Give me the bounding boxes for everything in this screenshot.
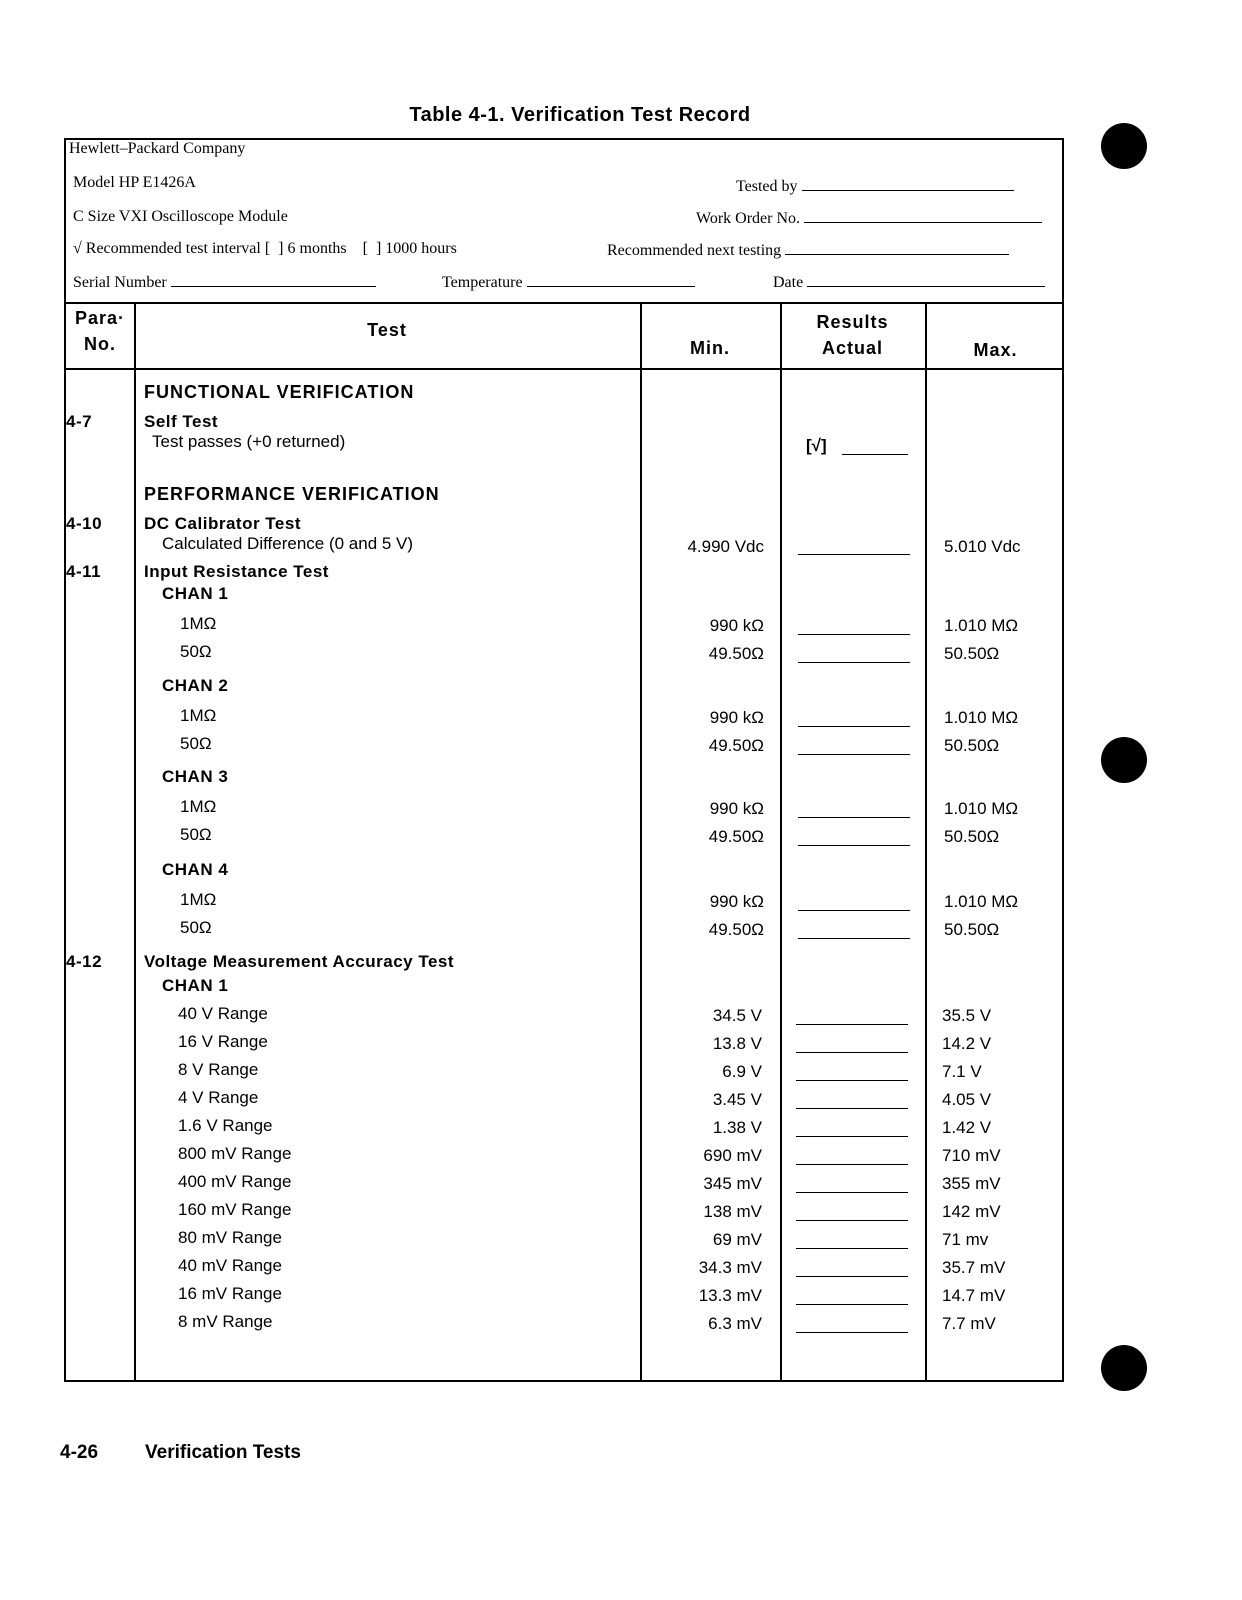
min-value: 13.8 V [712, 1034, 762, 1053]
actual-result-blank[interactable] [796, 1136, 908, 1137]
actual-result-blank[interactable] [796, 1080, 908, 1081]
serial-number-blank[interactable] [171, 272, 376, 287]
range-name: 1MΩ [180, 706, 217, 725]
range-name: 4 V Range [178, 1088, 259, 1107]
tested-by-blank[interactable] [802, 176, 1014, 191]
range-name: 40 mV Range [178, 1256, 282, 1275]
serial-number-field[interactable] [73, 272, 376, 292]
actual-result-blank[interactable] [796, 1024, 908, 1025]
range-name: 800 mV Range [178, 1144, 292, 1163]
range-name: 50Ω [180, 825, 212, 844]
actual-result-blank[interactable] [796, 1192, 908, 1193]
actual-result-blank[interactable] [798, 938, 910, 939]
range-name: 8 V Range [178, 1060, 259, 1079]
max-value: 1.010 MΩ [944, 616, 1019, 635]
range-name: 1MΩ [180, 614, 217, 633]
max-value: 142 mV [942, 1202, 1001, 1221]
next-testing-blank[interactable] [785, 240, 1009, 255]
min-value: 990 kΩ [709, 708, 764, 727]
min-value: 990 kΩ [709, 799, 764, 818]
max-value: 710 mV [942, 1146, 1001, 1165]
min-value: 6.3 mV [708, 1314, 762, 1333]
para-number: 4-10 [66, 514, 103, 533]
min-value: 69 mV [712, 1230, 762, 1249]
max-value: 71 mv [942, 1230, 989, 1249]
para-number: 4-7 [66, 412, 93, 431]
max-value: 14.7 mV [942, 1286, 1006, 1305]
column-divider-para [134, 302, 136, 1380]
work-order-blank[interactable] [804, 208, 1042, 223]
work-order-label: Work Order No. [696, 210, 801, 227]
min-value: 6.9 V [722, 1062, 762, 1081]
range-name: 400 mV Range [178, 1172, 292, 1191]
dc-cal-desc: Calculated Difference (0 and 5 V) [162, 534, 414, 553]
min-value: 34.5 V [712, 1006, 762, 1025]
actual-result-blank[interactable] [796, 1304, 908, 1305]
input-res-name: Input Resistance Test [144, 562, 329, 581]
para-number: 4-11 [66, 562, 102, 581]
max-value: 1.42 V [942, 1118, 992, 1137]
col-para-line1: Para· [74, 308, 126, 328]
max-value: 1.010 MΩ [944, 708, 1019, 727]
min-value: 690 mV [703, 1146, 762, 1165]
actual-result-blank[interactable] [798, 845, 910, 846]
next-testing-field[interactable] [607, 240, 1009, 260]
actual-result-blank[interactable] [796, 1220, 908, 1221]
min-value: 13.3 mV [698, 1286, 762, 1305]
min-value: 345 mV [703, 1174, 762, 1193]
col-max: Max. [973, 340, 1018, 360]
col-para-line2: No. [84, 334, 116, 354]
actual-result-blank[interactable] [796, 1248, 908, 1249]
dc-cal-max: 5.010 Vdc [944, 537, 1021, 556]
column-divider-actual [925, 302, 927, 1380]
col-test: Test [367, 320, 407, 340]
binder-hole-dot [1101, 123, 1147, 169]
min-value: 49.50Ω [708, 827, 764, 846]
max-value: 355 mV [942, 1174, 1001, 1193]
section-functional: FUNCTIONAL VERIFICATION [144, 382, 415, 402]
actual-result-blank[interactable] [796, 1108, 908, 1109]
next-testing-label: Recommended next testing [607, 242, 782, 259]
col-results: Results [816, 312, 889, 332]
max-value: 50.50Ω [944, 920, 1000, 939]
min-value: 34.3 mV [698, 1258, 762, 1277]
column-header-divider [66, 368, 1062, 370]
work-order-field[interactable] [696, 208, 1042, 228]
col-min: Min. [690, 338, 730, 358]
min-value: 990 kΩ [709, 892, 764, 911]
dc-cal-min: 4.990 Vdc [687, 537, 764, 556]
company-name: Hewlett–Packard Company [69, 140, 246, 157]
para-number: 4-12 [66, 952, 103, 971]
self-test-name: Self Test [144, 412, 219, 431]
channel-label: CHAN 1 [162, 584, 229, 603]
binder-hole-dot [1101, 737, 1147, 783]
range-name: 16 mV Range [178, 1284, 282, 1303]
range-name: 50Ω [180, 642, 212, 661]
channel-label: CHAN 3 [162, 767, 229, 786]
max-value: 1.010 MΩ [944, 892, 1019, 911]
max-value: 7.7 mV [942, 1314, 996, 1333]
actual-result-blank[interactable] [796, 1164, 908, 1165]
header-divider [66, 302, 1062, 304]
range-name: 1MΩ [180, 890, 217, 909]
max-value: 7.1 V [942, 1062, 982, 1081]
range-name: 1.6 V Range [178, 1116, 273, 1135]
actual-result-blank[interactable] [796, 1276, 908, 1277]
actual-result-blank[interactable] [798, 726, 910, 727]
col-actual: Actual [821, 338, 883, 358]
range-name: 1MΩ [180, 797, 217, 816]
tested-by-field[interactable] [736, 176, 1014, 196]
verification-table [64, 138, 1064, 1382]
max-value: 4.05 V [942, 1090, 992, 1109]
dc-cal-actual-blank[interactable] [798, 554, 910, 555]
self-test-checkbox[interactable]: [√] [806, 436, 827, 455]
max-value: 14.2 V [942, 1034, 992, 1053]
voltage-channel: CHAN 1 [162, 976, 229, 995]
page-number: 4-26 [60, 1442, 99, 1463]
table-title: Table 4-1. Verification Test Record [409, 104, 751, 126]
binder-hole-dot [1101, 1345, 1147, 1391]
actual-result-blank[interactable] [798, 662, 910, 663]
min-value: 990 kΩ [709, 616, 764, 635]
max-value: 50.50Ω [944, 644, 1000, 663]
voltage-test-name: Voltage Measurement Accuracy Test [144, 952, 455, 971]
max-value: 50.50Ω [944, 827, 1000, 846]
actual-result-blank[interactable] [798, 754, 910, 755]
min-value: 49.50Ω [708, 920, 764, 939]
date-field[interactable] [773, 272, 1045, 292]
module-label: C Size VXI Oscilloscope Module [73, 208, 288, 225]
range-name: 8 mV Range [178, 1312, 273, 1331]
min-value: 3.45 V [712, 1090, 762, 1109]
temperature-label: Temperature [442, 274, 523, 291]
range-name: 16 V Range [178, 1032, 268, 1051]
section-performance: PERFORMANCE VERIFICATION [144, 484, 440, 504]
channel-label: CHAN 4 [162, 860, 229, 879]
test-interval: √ Recommended test interval [ ] 6 months [ ] 1000 hours [73, 240, 457, 257]
min-value: 1.38 V [712, 1118, 762, 1137]
min-value: 49.50Ω [708, 736, 764, 755]
column-divider-min [780, 302, 782, 1380]
max-value: 1.010 MΩ [944, 799, 1019, 818]
actual-result-blank[interactable] [798, 634, 910, 635]
self-test-desc: Test passes (+0 returned) [152, 432, 346, 451]
serial-number-label: Serial Number [73, 274, 167, 291]
tested-by-label: Tested by [736, 178, 798, 195]
range-name: 160 mV Range [178, 1200, 292, 1219]
date-label: Date [773, 274, 804, 291]
model-label: Model HP E1426A [73, 174, 196, 191]
range-name: 50Ω [180, 734, 212, 753]
actual-result-blank[interactable] [796, 1332, 908, 1333]
max-value: 35.5 V [942, 1006, 992, 1025]
min-value: 49.50Ω [708, 644, 764, 663]
range-name: 50Ω [180, 918, 212, 937]
temperature-blank[interactable] [527, 272, 695, 287]
min-value: 138 mV [703, 1202, 762, 1221]
footer-section-title: Verification Tests [145, 1442, 301, 1463]
date-blank[interactable] [807, 272, 1045, 287]
self-test-actual-blank[interactable] [842, 454, 908, 455]
max-value: 50.50Ω [944, 736, 1000, 755]
dc-cal-name: DC Calibrator Test [144, 514, 301, 533]
actual-result-blank[interactable] [798, 817, 910, 818]
max-value: 35.7 mV [942, 1258, 1006, 1277]
channel-label: CHAN 2 [162, 676, 229, 695]
range-name: 80 mV Range [178, 1228, 282, 1247]
temperature-field[interactable] [442, 272, 695, 292]
actual-result-blank[interactable] [798, 910, 910, 911]
range-name: 40 V Range [178, 1004, 268, 1023]
actual-result-blank[interactable] [796, 1052, 908, 1053]
